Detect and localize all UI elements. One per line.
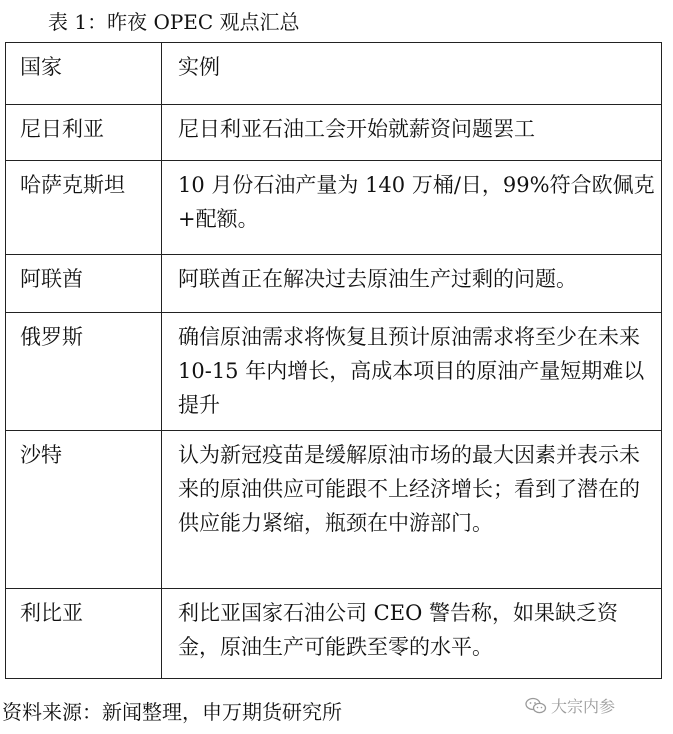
table-row xyxy=(6,313,662,431)
table-row xyxy=(6,161,662,255)
header-example: 实例 xyxy=(162,43,662,105)
example-cell: 阿联酋正在解决过去原油生产过剩的问题。 xyxy=(162,255,662,313)
opec-views-table xyxy=(5,42,662,679)
table-row xyxy=(6,589,662,679)
header-country: 国家 xyxy=(6,43,162,105)
wechat-icon xyxy=(525,697,547,715)
example-cell: 利比亚国家石油公司 CEO 警告称，如果缺乏资金，原油生产可能跌至零的水平。 xyxy=(162,589,662,679)
example-cell: 10 月份石油产量为 140 万桶/日，99%符合欧佩克+配额。 xyxy=(162,161,662,255)
country-cell: 沙特 xyxy=(6,431,162,589)
watermark-text: 大宗内参 xyxy=(551,697,616,716)
example-cell: 尼日利亚石油工会开始就薪资问题罢工 xyxy=(162,105,662,161)
table-header-row xyxy=(6,43,662,105)
country-cell: 利比亚 xyxy=(6,589,162,679)
country-cell: 阿联酋 xyxy=(6,255,162,313)
table-caption: 表 1：昨夜 OPEC 观点汇总 xyxy=(48,10,300,34)
country-cell: 俄罗斯 xyxy=(6,313,162,431)
example-cell: 认为新冠疫苗是缓解原油市场的最大因素并表示未来的原油供应可能跟不上经济增长；看到了潜在的供应能力紧缩，瓶颈在中游部门。 xyxy=(162,431,662,589)
table-row xyxy=(6,105,662,161)
country-cell: 尼日利亚 xyxy=(6,105,162,161)
table-row xyxy=(6,431,662,589)
source-note: 资料来源：新闻整理，申万期货研究所 xyxy=(2,700,342,724)
table-row xyxy=(6,255,662,313)
example-cell: 确信原油需求将恢复且预计原油需求将至少在未来 10-15 年内增长，高成本项目的原油产量短期难以提升 xyxy=(162,313,662,431)
watermark xyxy=(525,694,615,717)
country-cell: 哈萨克斯坦 xyxy=(6,161,162,255)
